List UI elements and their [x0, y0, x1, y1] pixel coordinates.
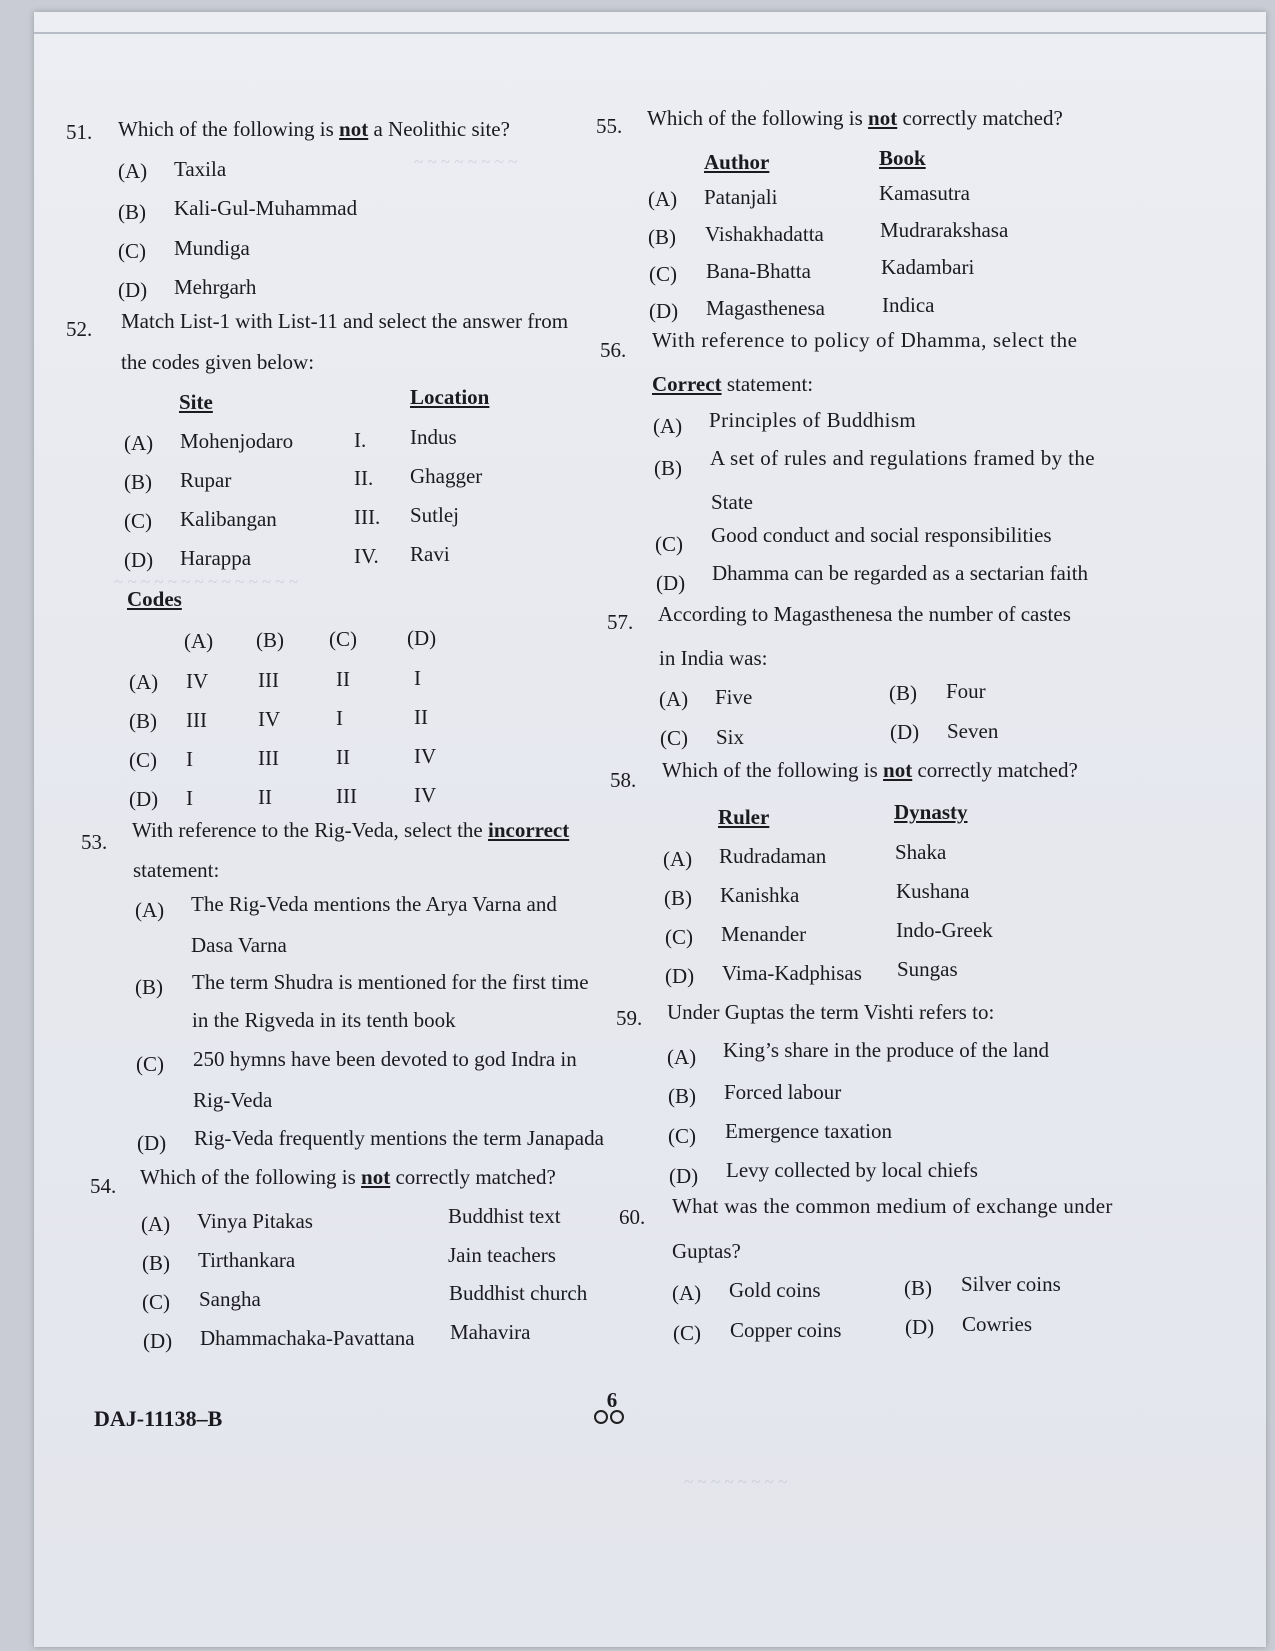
code-value: IV	[186, 669, 209, 693]
option-text: Emergence taxation	[725, 1119, 892, 1143]
top-rule	[34, 32, 1266, 34]
question-stem-cont: in India was:	[659, 646, 768, 670]
code-value: I	[186, 786, 193, 810]
question-number: 58.	[610, 768, 637, 792]
option-text: Taxila	[174, 157, 227, 181]
option-label: (D)	[905, 1315, 935, 1339]
option-text: Rig-Veda frequently mentions the term Janapada	[194, 1126, 604, 1150]
row-label: (D)	[124, 548, 154, 572]
codes-title: Codes	[127, 587, 182, 611]
option-label: (C)	[673, 1321, 701, 1345]
bleed-through: ~ ~ ~ ~ ~ ~ ~ ~	[414, 152, 518, 171]
option-label: (B)	[668, 1084, 696, 1108]
row-label: (C)	[124, 509, 152, 533]
match-left: Rudradaman	[719, 844, 827, 868]
code-col-head: (D)	[407, 626, 437, 650]
site-name: Rupar	[180, 468, 232, 492]
question-number: 53.	[81, 830, 108, 854]
question-number: 57.	[607, 610, 634, 634]
column-head-ruler: Ruler	[718, 805, 770, 829]
match-right: Shaka	[895, 840, 947, 864]
question-stem-cont: statement:	[133, 858, 220, 882]
question-stem: Which of the following is not correctly matched?	[662, 758, 1078, 782]
column-head-site: Site	[179, 390, 213, 414]
code-value: IV	[414, 783, 437, 807]
code-value: IV	[414, 744, 437, 768]
option-label: (C)	[660, 726, 688, 750]
column-head-location: Location	[410, 385, 490, 409]
match-left: Menander	[721, 922, 807, 946]
code-col-head: (A)	[184, 629, 214, 653]
match-left: Kanishka	[720, 883, 800, 907]
option-label: (D)	[656, 571, 686, 595]
question-stem: With reference to the Rig-Veda, select the incorrect	[132, 818, 570, 842]
location-name: Ghagger	[410, 464, 483, 488]
code-row-label: (C)	[129, 748, 157, 772]
option-text: Principles of Buddhism	[709, 408, 917, 432]
code-value: III	[186, 708, 207, 732]
option-label: (D)	[137, 1131, 167, 1155]
option-label: (C)	[649, 262, 677, 286]
option-label: (B)	[118, 200, 146, 224]
option-text-cont: in the Rigveda in its tenth book	[192, 1008, 456, 1032]
option-text: Mundiga	[174, 236, 250, 260]
option-label: (C)	[118, 239, 146, 263]
row-label: (B)	[124, 470, 152, 494]
option-text: Copper coins	[730, 1318, 842, 1342]
paper-code: DAJ-11138–B	[94, 1406, 223, 1431]
option-label: (A)	[648, 187, 678, 211]
option-label: (C)	[665, 925, 693, 949]
site-name: Mohenjodaro	[180, 429, 294, 453]
location-name: Ravi	[410, 542, 450, 566]
question-number: 56.	[600, 338, 627, 362]
option-text: Levy collected by local chiefs	[726, 1158, 978, 1182]
question-number: 55.	[596, 114, 623, 138]
option-label: (A)	[672, 1281, 702, 1305]
match-right: Buddhist text	[448, 1204, 561, 1228]
question-number: 51.	[66, 120, 93, 144]
code-value: I	[336, 706, 343, 730]
match-right: Kadambari	[881, 255, 975, 279]
option-label: (C)	[655, 532, 683, 556]
code-value: I	[186, 747, 193, 771]
column-head-author: Author	[704, 150, 770, 174]
code-value: III	[336, 784, 357, 808]
code-value: II	[414, 705, 428, 729]
match-left: Dhammachaka-Pavattana	[200, 1326, 415, 1350]
match-right: Kamasutra	[879, 181, 970, 205]
option-text: Silver coins	[961, 1272, 1061, 1296]
option-text: Five	[715, 685, 753, 709]
option-label: (A)	[118, 159, 148, 183]
option-text: Six	[716, 725, 745, 749]
code-value: III	[258, 668, 279, 692]
code-value: III	[258, 746, 279, 770]
option-text: 250 hymns have been devoted to god Indra in	[193, 1047, 577, 1071]
question-stem: Under Guptas the term Vishti refers to:	[667, 1000, 995, 1024]
match-left: Magasthenesa	[706, 296, 825, 320]
exam-page	[34, 12, 1266, 1647]
option-label: (B)	[664, 886, 692, 910]
option-text: Gold coins	[729, 1278, 821, 1302]
match-left: Patanjali	[704, 185, 778, 209]
question-stem: Which of the following is not correctly matched?	[140, 1165, 556, 1189]
question-stem: Match List-1 with List-11 and select the answer from	[121, 309, 569, 333]
row-label: (A)	[124, 431, 154, 455]
question-number: 59.	[616, 1006, 643, 1030]
match-left: Vinya Pitakas	[197, 1209, 313, 1233]
option-text-cont: Rig-Veda	[193, 1088, 273, 1112]
option-text: Cowries	[962, 1312, 1032, 1336]
option-label: (D)	[143, 1329, 173, 1353]
code-col-head: (B)	[256, 628, 284, 652]
match-left: Tirthankara	[198, 1248, 296, 1272]
match-right: Jain teachers	[448, 1243, 556, 1267]
column-head-book: Book	[879, 146, 926, 170]
code-col-head: (C)	[329, 627, 357, 651]
option-label: (D)	[669, 1164, 699, 1188]
option-text: The Rig-Veda mentions the Arya Varna and	[191, 892, 557, 916]
match-left: Bana-Bhatta	[706, 259, 811, 283]
question-stem-cont: Guptas?	[672, 1239, 741, 1263]
roman-numeral: III.	[354, 505, 381, 529]
option-text: A set of rules and regulations framed by the	[710, 446, 1095, 470]
code-value: II	[336, 667, 350, 691]
bleed-through: ~ ~ ~ ~ ~ ~ ~ ~ ~ ~ ~ ~ ~ ~	[114, 572, 299, 591]
match-right: Buddhist church	[449, 1281, 588, 1305]
question-stem-cont: the codes given below:	[121, 350, 315, 374]
option-label: (C)	[142, 1290, 170, 1314]
match-right: Sungas	[897, 957, 958, 981]
option-label: (A)	[667, 1045, 697, 1069]
match-right: Kushana	[896, 879, 970, 903]
location-name: Sutlej	[410, 503, 460, 527]
option-label: (B)	[648, 225, 676, 249]
option-label: (C)	[668, 1124, 696, 1148]
option-label: (B)	[654, 456, 682, 480]
match-right: Mahavira	[450, 1320, 531, 1344]
option-label: (B)	[889, 681, 917, 705]
match-left: Sangha	[199, 1287, 261, 1311]
question-number: 52.	[66, 317, 93, 341]
question-stem: According to Magasthenesa the number of castes	[658, 602, 1071, 626]
option-text: King’s share in the produce of the land	[723, 1038, 1049, 1062]
code-value: I	[414, 666, 421, 690]
site-name: Harappa	[180, 546, 252, 570]
roman-numeral: II.	[354, 466, 374, 490]
code-row-label: (D)	[129, 787, 159, 811]
question-stem: Which of the following is not a Neolithic site?	[118, 117, 510, 141]
match-right: Mudrarakshasa	[880, 218, 1009, 242]
option-label: (A)	[141, 1212, 171, 1236]
code-row-label: (B)	[129, 709, 157, 733]
question-stem-cont: Correct statement:	[652, 372, 814, 396]
code-value: II	[336, 745, 350, 769]
match-left: Vima-Kadphisas	[722, 961, 862, 985]
roman-numeral: I.	[354, 428, 367, 452]
option-text-cont: State	[711, 490, 753, 514]
column-head-dynasty: Dynasty	[894, 800, 968, 824]
match-right: Indica	[882, 293, 935, 317]
question-number: 54.	[90, 1174, 117, 1198]
match-right: Indo-Greek	[896, 918, 993, 942]
bleed-through: ~ ~ ~ ~ ~ ~ ~ ~	[684, 1472, 788, 1491]
option-label: (D)	[118, 278, 148, 302]
code-value: IV	[258, 707, 281, 731]
option-label: (C)	[136, 1052, 164, 1076]
option-text: Seven	[947, 719, 999, 743]
option-text: Good conduct and social responsibilities	[711, 523, 1052, 547]
question-stem: What was the common medium of exchange under	[672, 1194, 1113, 1218]
option-text: Forced labour	[724, 1080, 842, 1104]
location-name: Indus	[410, 425, 457, 449]
option-label: (A)	[663, 847, 693, 871]
option-label: (D)	[890, 720, 920, 744]
roman-numeral: IV.	[354, 544, 379, 568]
option-text: Four	[946, 679, 986, 703]
option-label: (D)	[649, 299, 679, 323]
option-label: (D)	[665, 964, 695, 988]
option-label: (B)	[135, 975, 163, 999]
code-value: II	[258, 785, 272, 809]
option-label: (A)	[653, 414, 683, 438]
question-stem: With reference to policy of Dhamma, select the	[652, 328, 1078, 352]
option-label: (B)	[142, 1251, 170, 1275]
option-text: The term Shudra is mentioned for the first time	[192, 970, 589, 994]
match-left: Vishakhadatta	[705, 222, 824, 246]
question-stem: Which of the following is not correctly matched?	[647, 106, 1063, 130]
site-name: Kalibangan	[180, 507, 277, 531]
option-text-cont: Dasa Varna	[191, 933, 287, 957]
option-label: (B)	[904, 1276, 932, 1300]
option-text: Dhamma can be regarded as a sectarian faith	[712, 561, 1089, 585]
option-label: (A)	[135, 898, 165, 922]
double-circle-icon	[594, 1410, 634, 1429]
option-text: Kali-Gul-Muhammad	[174, 196, 358, 220]
option-label: (A)	[659, 687, 689, 711]
page-number: 6	[606, 1388, 618, 1412]
question-number: 60.	[619, 1205, 646, 1229]
option-text: Mehrgarh	[174, 275, 257, 299]
code-row-label: (A)	[129, 670, 159, 694]
